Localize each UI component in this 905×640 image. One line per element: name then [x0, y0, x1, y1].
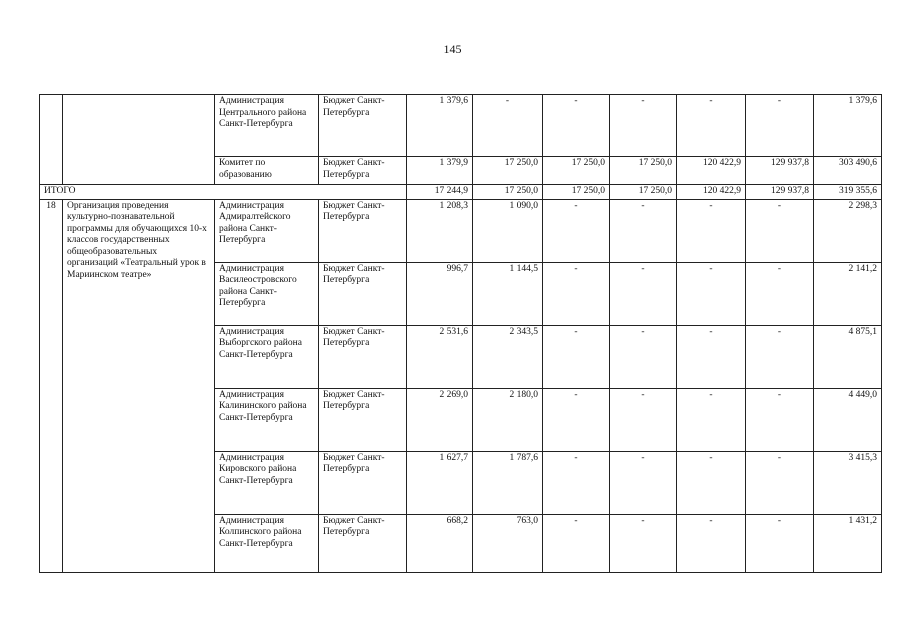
- value-cell-total: 303 490,6: [814, 157, 882, 185]
- value-cell: 17 250,0: [543, 157, 610, 185]
- value-cell: 129 937,8: [746, 157, 814, 185]
- total-row: [40, 185, 882, 200]
- value-cell: -: [543, 514, 610, 572]
- table-row: [40, 199, 882, 262]
- value-cell: 17 250,0: [473, 157, 543, 185]
- value-cell: 1 379,9: [407, 157, 473, 185]
- total-value: 129 937,8: [746, 185, 814, 200]
- value-cell: 1 144,5: [473, 262, 543, 325]
- value-cell: -: [677, 451, 746, 514]
- source-cell: Бюджет Санкт-Петербурга: [319, 199, 407, 262]
- executor-cell: Администрация Василеостровского района Санкт-Петербурга: [215, 262, 319, 325]
- value-cell-total: 4 449,0: [814, 388, 882, 451]
- table-row: [40, 95, 882, 157]
- value-cell: -: [543, 95, 610, 157]
- total-value: 17 250,0: [473, 185, 543, 200]
- value-cell: -: [746, 95, 814, 157]
- budget-table: [39, 94, 882, 573]
- value-cell-total: 1 379,6: [814, 95, 882, 157]
- executor-cell: Администрация Адмиралтейского района Санкт-Петербурга: [215, 199, 319, 262]
- total-value: 120 422,9: [677, 185, 746, 200]
- source-cell: Бюджет Санкт-Петербурга: [319, 262, 407, 325]
- value-cell: 996,7: [407, 262, 473, 325]
- value-cell: -: [746, 451, 814, 514]
- value-cell: -: [677, 262, 746, 325]
- value-cell: -: [746, 514, 814, 572]
- source-cell: Бюджет Санкт-Петербурга: [319, 388, 407, 451]
- page-number: 145: [443, 42, 462, 56]
- value-cell: -: [543, 451, 610, 514]
- value-cell-total: 2 141,2: [814, 262, 882, 325]
- value-cell: 1 379,6: [407, 95, 473, 157]
- value-cell-total: 3 415,3: [814, 451, 882, 514]
- executor-cell: Администрация Кировского района Санкт-Петербурга: [215, 451, 319, 514]
- value-cell: 1 208,3: [407, 199, 473, 262]
- value-cell: -: [610, 325, 677, 388]
- total-value: 17 244,9: [407, 185, 473, 200]
- value-cell: 1 090,0: [473, 199, 543, 262]
- value-cell: 2 180,0: [473, 388, 543, 451]
- source-cell: Бюджет Санкт-Петербурга: [319, 157, 407, 185]
- value-cell: -: [610, 199, 677, 262]
- value-cell: 2 531,6: [407, 325, 473, 388]
- executor-cell: Администрация Калининского района Санкт-Петербурга: [215, 388, 319, 451]
- total-label: ИТОГО: [40, 185, 407, 200]
- number-cell-empty: [40, 95, 63, 185]
- value-cell: -: [677, 325, 746, 388]
- value-cell: -: [677, 388, 746, 451]
- value-cell: 2 269,0: [407, 388, 473, 451]
- value-cell: 120 422,9: [677, 157, 746, 185]
- total-value-sum: 319 355,6: [814, 185, 882, 200]
- total-value: 17 250,0: [543, 185, 610, 200]
- value-cell: 2 343,5: [473, 325, 543, 388]
- value-cell: -: [746, 388, 814, 451]
- item-name: Организация проведения культурно-познавательной программы для обучающихся 10-х классов государственных общеобразовательных организаций «Театральный урок в Мариинском театре»: [63, 199, 215, 572]
- value-cell: -: [746, 262, 814, 325]
- value-cell: -: [610, 95, 677, 157]
- value-cell: -: [677, 95, 746, 157]
- value-cell: -: [746, 199, 814, 262]
- value-cell: 1 787,6: [473, 451, 543, 514]
- source-cell: Бюджет Санкт-Петербурга: [319, 325, 407, 388]
- value-cell: -: [543, 262, 610, 325]
- executor-cell: Администрация Выборгского района Санкт-Петербурга: [215, 325, 319, 388]
- value-cell: -: [543, 325, 610, 388]
- source-cell: Бюджет Санкт-Петербурга: [319, 95, 407, 157]
- value-cell-total: 4 875,1: [814, 325, 882, 388]
- executor-cell: Администрация Колпинского района Санкт-Петербурга: [215, 514, 319, 572]
- value-cell: 1 627,7: [407, 451, 473, 514]
- value-cell: -: [543, 388, 610, 451]
- value-cell: 17 250,0: [610, 157, 677, 185]
- value-cell: -: [543, 199, 610, 262]
- value-cell: -: [677, 199, 746, 262]
- item-number: 18: [40, 199, 63, 572]
- source-cell: Бюджет Санкт-Петербурга: [319, 514, 407, 572]
- value-cell: -: [473, 95, 543, 157]
- total-value: 17 250,0: [610, 185, 677, 200]
- value-cell: -: [610, 262, 677, 325]
- value-cell: -: [746, 325, 814, 388]
- name-cell-empty: [63, 95, 215, 185]
- value-cell: -: [610, 388, 677, 451]
- value-cell: -: [677, 514, 746, 572]
- value-cell-total: 1 431,2: [814, 514, 882, 572]
- value-cell: 668,2: [407, 514, 473, 572]
- value-cell: -: [610, 514, 677, 572]
- value-cell-total: 2 298,3: [814, 199, 882, 262]
- value-cell: -: [610, 451, 677, 514]
- value-cell: 763,0: [473, 514, 543, 572]
- executor-cell: Комитет по образованию: [215, 157, 319, 185]
- source-cell: Бюджет Санкт-Петербурга: [319, 451, 407, 514]
- executor-cell: Администрация Центрального района Санкт-Петербурга: [215, 95, 319, 157]
